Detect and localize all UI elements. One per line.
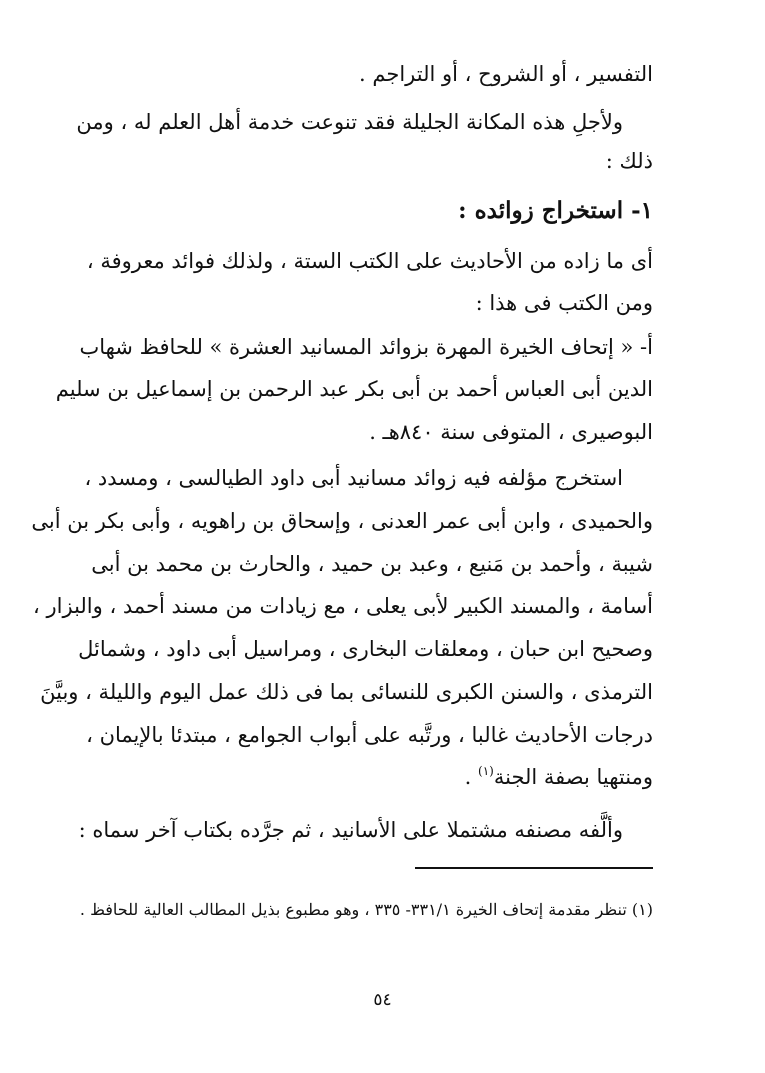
text-line: شيبة ، وأحمد بن مَنيع ، وعبد بن حميد ، والحارث بن محمد بن أبى <box>91 552 653 576</box>
text-line: وصحيح ابن حبان ، ومعلقات البخارى ، ومراسيل أبى داود ، وشمائل <box>78 637 653 661</box>
text-line: درجات الأحاديث غالبا ، ورتَّبه على أبواب الجوامع ، مبتدئا بالإيمان ، <box>86 723 653 747</box>
footnote: (١) تنظر مقدمة إتحاف الخيرة ٣٣١/١- ٣٣٥ ، وهو مطبوع بذيل المطالب العالية للحافظ . <box>79 900 653 919</box>
text-line: استخرج مؤلفه فيه زوائد مسانيد أبى داود الطيالسى ، ومسدد ، <box>84 466 623 490</box>
text-line: وألَّفه مصنفه مشتملا على الأسانيد ، ثم جرَّده بكتاب آخر سماه : <box>78 818 623 842</box>
text-line: ذلك : <box>605 149 653 173</box>
footnote-ref: (١) <box>478 764 494 778</box>
text-line: أ- « إتحاف الخيرة المهرة بزوائد المسانيد العشرة » للحافظ شهاب <box>79 335 653 359</box>
text-line: التفسير ، أو الشروح ، أو التراجم . <box>359 62 653 86</box>
text-line: الدين أبى العباس أحمد بن أبى بكر عبد الرحمن بن إسماعيل بن سليم <box>55 377 653 401</box>
footnote-divider <box>415 867 653 869</box>
text-span: ومنتهيا بصفة الجنة <box>493 765 653 789</box>
text-line <box>465 762 653 792</box>
text-line: البوصيرى ، المتوفى سنة ٨٤٠هـ . <box>369 420 653 444</box>
text-line: والحميدى ، وابن أبى عمر العدنى ، وإسحاق بن راهويه ، وأبى بكر بن أبى <box>31 509 653 533</box>
text-line: أى ما زاده من الأحاديث على الكتب الستة ، ولذلك فوائد معروفة ، <box>86 249 653 273</box>
text-line: ومن الكتب فى هذا : <box>475 291 653 315</box>
page-number: ٥٤ <box>373 990 392 1010</box>
text-span: . <box>464 765 479 789</box>
text-line: ولأجلِ هذه المكانة الجليلة فقد تنوعت خدمة أهل العلم له ، ومن <box>76 110 623 134</box>
text-line: الترمذى ، والسنن الكبرى للنسائى بما فى ذلك عمل اليوم والليلة ، وبيَّنَ <box>40 680 653 704</box>
section-heading: ١- استخراج زوائده : <box>458 197 653 224</box>
text-line: أسامة ، والمسند الكبير لأبى يعلى ، مع زيادات من مسند أحمد ، والبزار ، <box>33 594 653 618</box>
